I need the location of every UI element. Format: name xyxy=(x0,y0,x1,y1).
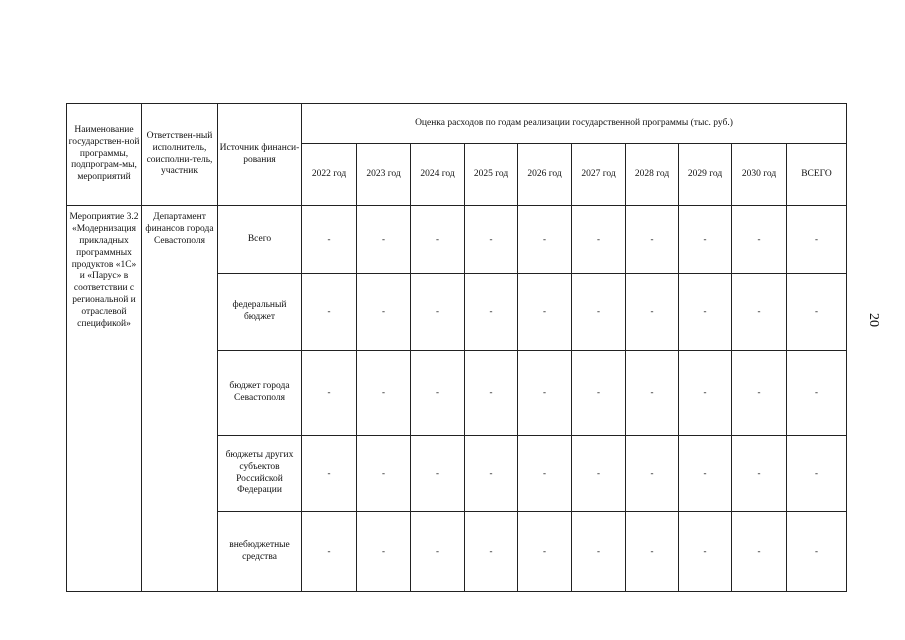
value-cell: - xyxy=(787,274,847,351)
year-header: 2030 год xyxy=(732,144,787,206)
funding-source: федеральный бюджет xyxy=(218,274,302,351)
value-cell: - xyxy=(787,206,847,274)
year-header: 2029 год xyxy=(679,144,732,206)
year-header: 2025 год xyxy=(465,144,518,206)
page-number: 20 xyxy=(866,313,881,327)
value-cell: - xyxy=(679,436,732,512)
value-cell: - xyxy=(626,206,679,274)
budget-table xyxy=(66,103,847,592)
table-body xyxy=(67,104,847,592)
year-header: 2023 год xyxy=(357,144,411,206)
header-row-1 xyxy=(67,104,847,144)
value-cell: - xyxy=(357,436,411,512)
funding-source: Всего xyxy=(218,206,302,274)
header-executor: Ответствен-ный исполнитель, соисполни-тель, участник xyxy=(142,104,218,206)
table-row xyxy=(67,206,847,274)
value-cell: - xyxy=(411,436,465,512)
value-cell: - xyxy=(732,274,787,351)
value-cell: - xyxy=(357,512,411,592)
value-cell: - xyxy=(302,351,357,436)
value-cell: - xyxy=(302,512,357,592)
funding-source: бюджеты других субъектов Российской Федерации xyxy=(218,436,302,512)
value-cell: - xyxy=(572,274,626,351)
value-cell: - xyxy=(679,512,732,592)
value-cell: - xyxy=(465,274,518,351)
value-cell: - xyxy=(787,512,847,592)
value-cell: - xyxy=(411,351,465,436)
value-cell: - xyxy=(572,351,626,436)
value-cell: - xyxy=(465,512,518,592)
header-source: Источник финанси-рования xyxy=(218,104,302,206)
year-header: 2028 год xyxy=(626,144,679,206)
value-cell: - xyxy=(302,206,357,274)
year-header: 2027 год xyxy=(572,144,626,206)
header-cost-estimate: Оценка расходов по годам реализации государственной программы (тыс. руб.) xyxy=(302,104,847,144)
value-cell: - xyxy=(732,351,787,436)
value-cell: - xyxy=(572,436,626,512)
value-cell: - xyxy=(732,206,787,274)
value-cell: - xyxy=(465,206,518,274)
value-cell: - xyxy=(732,436,787,512)
year-header: 2024 год xyxy=(411,144,465,206)
measure-executor: Департамент финансов города Севастополя xyxy=(142,206,218,592)
year-header: ВСЕГО xyxy=(787,144,847,206)
value-cell: - xyxy=(626,351,679,436)
value-cell: - xyxy=(411,512,465,592)
value-cell: - xyxy=(518,351,572,436)
value-cell: - xyxy=(411,206,465,274)
value-cell: - xyxy=(302,436,357,512)
value-cell: - xyxy=(518,436,572,512)
value-cell: - xyxy=(732,512,787,592)
value-cell: - xyxy=(787,436,847,512)
year-header: 2022 год xyxy=(302,144,357,206)
measure-name: Мероприятие 3.2 «Модернизация прикладных программных продуктов «1С» и «Парус» в соответствии с региональной и отраслевой спецификой» xyxy=(67,206,142,592)
funding-source: внебюджетные средства xyxy=(218,512,302,592)
value-cell: - xyxy=(357,351,411,436)
value-cell: - xyxy=(572,512,626,592)
value-cell: - xyxy=(518,206,572,274)
value-cell: - xyxy=(357,206,411,274)
value-cell: - xyxy=(411,274,465,351)
value-cell: - xyxy=(572,206,626,274)
value-cell: - xyxy=(465,436,518,512)
value-cell: - xyxy=(679,206,732,274)
value-cell: - xyxy=(679,274,732,351)
value-cell: - xyxy=(626,436,679,512)
value-cell: - xyxy=(518,274,572,351)
value-cell: - xyxy=(679,351,732,436)
value-cell: - xyxy=(302,274,357,351)
value-cell: - xyxy=(518,512,572,592)
header-program-name: Наименование государствен-ной программы, подпрограм-мы, мероприятий xyxy=(67,104,142,206)
year-header: 2026 год xyxy=(518,144,572,206)
value-cell: - xyxy=(626,512,679,592)
value-cell: - xyxy=(626,274,679,351)
value-cell: - xyxy=(787,351,847,436)
funding-source: бюджет города Севастополя xyxy=(218,351,302,436)
value-cell: - xyxy=(357,274,411,351)
value-cell: - xyxy=(465,351,518,436)
